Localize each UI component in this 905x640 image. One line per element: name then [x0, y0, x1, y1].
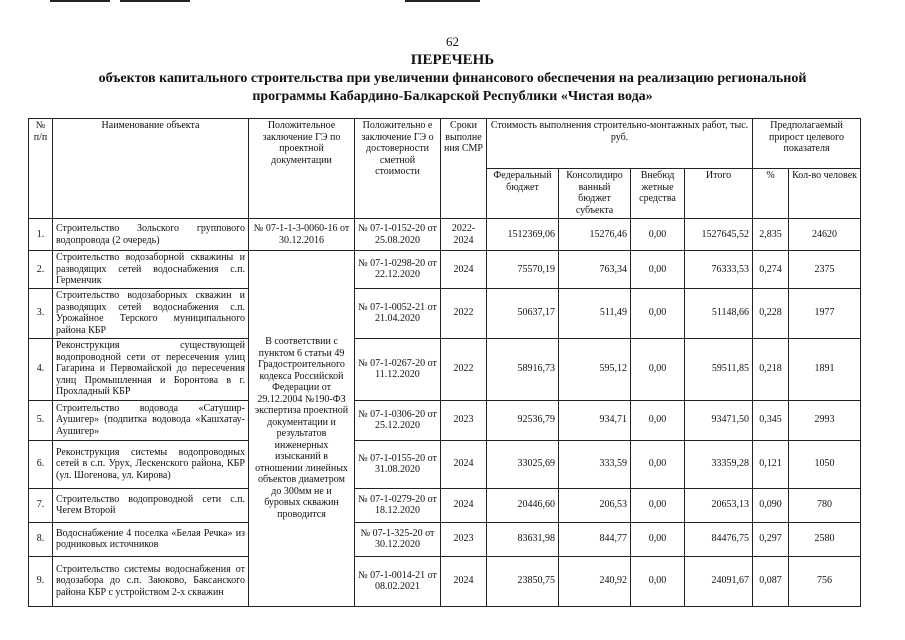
row-total: 76333,53 — [685, 251, 753, 289]
row-federal: 92536,79 — [487, 400, 559, 440]
row-consolidated: 595,12 — [559, 338, 631, 400]
page-title: ПЕРЕЧЕНЬ — [410, 52, 495, 68]
row-terms: 2022 — [441, 338, 487, 400]
row-federal: 50637,17 — [487, 288, 559, 338]
row-offbudget: 0,00 — [631, 338, 685, 400]
row-total: 20653,13 — [685, 488, 753, 522]
row-people: 2580 — [789, 522, 861, 556]
row-num: 4. — [29, 338, 53, 400]
row-name: Водоснабжение 4 поселка «Белая Речка» из родниковых источников — [53, 522, 249, 556]
row-percent: 0,087 — [753, 556, 789, 606]
row-people: 24620 — [789, 219, 861, 251]
row-percent: 2,835 — [753, 219, 789, 251]
row-name: Строительство системы водоснабжения от водозабора до с.п. Заюково, Баксанского района КБР с устройством 2-х скважин — [53, 556, 249, 606]
row-num: 1. — [29, 219, 53, 251]
row-terms: 2022-2024 — [441, 219, 487, 251]
page-subtitle-line1: объектов капитального строительства при увеличении финансового обеспечения на реализацию региональной — [98, 71, 807, 86]
row-ge-cost: № 07-1-0306-20 от 25.12.2020 — [355, 400, 441, 440]
row-name: Реконструкция системы водопроводных сетей в с.п. Урух, Лескенского района, КБР (ул. Шогенова, ул. Кирова) — [53, 440, 249, 488]
row-terms: 2023 — [441, 400, 487, 440]
header-ge: Положительное заключение ГЭ по проектной документации — [249, 119, 355, 219]
row-num: 3. — [29, 288, 53, 338]
row-ge-cost: № 07-1-0267-20 от 11.12.2020 — [355, 338, 441, 400]
header-people: Кол-во человек — [789, 169, 861, 219]
row-consolidated: 15276,46 — [559, 219, 631, 251]
row-percent: 0,297 — [753, 522, 789, 556]
row-people: 2375 — [789, 251, 861, 289]
row-total: 33359,28 — [685, 440, 753, 488]
header-consolidated: Консолидиро ванный бюджет субъекта — [559, 169, 631, 219]
row-people: 780 — [789, 488, 861, 522]
header-percent: % — [753, 169, 789, 219]
row-offbudget: 0,00 — [631, 556, 685, 606]
row-consolidated: 206,53 — [559, 488, 631, 522]
row-num: 2. — [29, 251, 53, 289]
row-ge-cost: № 07-1-0152-20 от 25.08.2020 — [355, 219, 441, 251]
row-consolidated: 240,92 — [559, 556, 631, 606]
page-number: 62 — [446, 34, 459, 49]
row-total: 59511,85 — [685, 338, 753, 400]
row-federal: 1512369,06 — [487, 219, 559, 251]
row-name: Строительство водозаборной скважины и разводящих сетей водоснабжения с.п. Герменчик — [53, 251, 249, 289]
row-offbudget: 0,00 — [631, 251, 685, 289]
table-row — [29, 400, 861, 440]
header-ge-cost: Положительно е заключение ГЭ о достоверности сметной стоимости — [355, 119, 441, 219]
row-num: 6. — [29, 440, 53, 488]
row-percent: 0,274 — [753, 251, 789, 289]
table-row — [29, 522, 861, 556]
header-name: Наименование объекта — [53, 119, 249, 219]
table-row — [29, 556, 861, 606]
header-federal: Федеральный бюджет — [487, 169, 559, 219]
top-rule-left — [50, 0, 110, 2]
row-offbudget: 0,00 — [631, 488, 685, 522]
row-offbudget: 0,00 — [631, 440, 685, 488]
row-name: Строительство Зольского группового водопровода (2 очередь) — [53, 219, 249, 251]
row-federal: 33025,69 — [487, 440, 559, 488]
table-row — [29, 219, 861, 251]
row-total: 1527645,52 — [685, 219, 753, 251]
row-percent: 0,345 — [753, 400, 789, 440]
row-name: Строительство водозаборных скважин и разводящих сетей водоснабжения с.п. Урожайное Терского муниципального района КБР — [53, 288, 249, 338]
row-consolidated: 333,59 — [559, 440, 631, 488]
row-federal: 75570,19 — [487, 251, 559, 289]
row-consolidated: 934,71 — [559, 400, 631, 440]
header-total: Итого — [685, 169, 753, 219]
row-offbudget: 0,00 — [631, 219, 685, 251]
row-name: Строительство водовода «Сатушир-Аушигер» (подпитка водовода «Кашхатау-Аушигер» — [53, 400, 249, 440]
table-row — [29, 440, 861, 488]
merged-ge-note: В соответствии с пунктом 6 статьи 49 Градостроительного кодекса Российской Федерации от 29.12.2004 №190-ФЗ экспертиза проектной документации и результатов инженерных изысканий в отношении линейных объектов диаметром до 300мм не и буровых скважин проводится — [249, 251, 355, 607]
row-offbudget: 0,00 — [631, 522, 685, 556]
top-rule-right — [405, 0, 480, 2]
row-consolidated: 844,77 — [559, 522, 631, 556]
row-ge-cost: № 07-1-0052-21 от 21.04.2020 — [355, 288, 441, 338]
row-terms: 2022 — [441, 288, 487, 338]
row-terms: 2024 — [441, 556, 487, 606]
row-num: 7. — [29, 488, 53, 522]
row-percent: 0,090 — [753, 488, 789, 522]
row-ge: № 07-1-1-3-0060-16 от 30.12.2016 — [249, 219, 355, 251]
row-people: 1977 — [789, 288, 861, 338]
row-total: 24091,67 — [685, 556, 753, 606]
row-offbudget: 0,00 — [631, 400, 685, 440]
row-people: 756 — [789, 556, 861, 606]
row-percent: 0,121 — [753, 440, 789, 488]
header-num: № п/п — [29, 119, 53, 219]
row-consolidated: 763,34 — [559, 251, 631, 289]
row-total: 84476,75 — [685, 522, 753, 556]
row-ge-cost: № 07-1-0279-20 от 18.12.2020 — [355, 488, 441, 522]
row-percent: 0,218 — [753, 338, 789, 400]
row-percent: 0,228 — [753, 288, 789, 338]
row-federal: 23850,75 — [487, 556, 559, 606]
row-ge-cost: № 07-1-325-20 от 30.12.2020 — [355, 522, 441, 556]
row-offbudget: 0,00 — [631, 288, 685, 338]
top-rule-mid — [120, 0, 190, 2]
row-people: 2993 — [789, 400, 861, 440]
header-terms: Сроки выполне ния СМР — [441, 119, 487, 219]
row-consolidated: 511,49 — [559, 288, 631, 338]
table-row — [29, 288, 861, 338]
table-row — [29, 338, 861, 400]
row-num: 5. — [29, 400, 53, 440]
header-increase-group: Предполагаемый прирост целевого показателя — [753, 119, 861, 169]
row-total: 51148,66 — [685, 288, 753, 338]
row-people: 1050 — [789, 440, 861, 488]
row-federal: 58916,73 — [487, 338, 559, 400]
row-num: 9. — [29, 556, 53, 606]
row-people: 1891 — [789, 338, 861, 400]
row-federal: 83631,98 — [487, 522, 559, 556]
page-subtitle-line2: программы Кабардино-Балкарской Республики «Чистая вода» — [252, 89, 653, 104]
row-name: Реконструкция существующей водопроводной сети от пересечения улиц Гагарина и Первомайской до пересечения улиц Промышленная и Боронтова в г. Прохладный КБР — [53, 338, 249, 400]
header-offbudget: Внебюд жетные средства — [631, 169, 685, 219]
row-federal: 20446,60 — [487, 488, 559, 522]
row-terms: 2024 — [441, 251, 487, 289]
row-terms: 2023 — [441, 522, 487, 556]
row-ge-cost: № 07-1-0014-21 от 08.02.2021 — [355, 556, 441, 606]
row-ge-cost: № 07-1-0155-20 от 31.08.2020 — [355, 440, 441, 488]
header-cost-group: Стоимость выполнения строительно-монтажных работ, тыс. руб. — [487, 119, 753, 169]
row-total: 93471,50 — [685, 400, 753, 440]
row-num: 8. — [29, 522, 53, 556]
row-terms: 2024 — [441, 440, 487, 488]
table-row — [29, 488, 861, 522]
table-row — [29, 251, 861, 289]
row-ge-cost: № 07-1-0298-20 от 22.12.2020 — [355, 251, 441, 289]
objects-table — [28, 118, 861, 607]
row-name: Строительство водопроводной сети с.п. Чегем Второй — [53, 488, 249, 522]
row-terms: 2024 — [441, 488, 487, 522]
